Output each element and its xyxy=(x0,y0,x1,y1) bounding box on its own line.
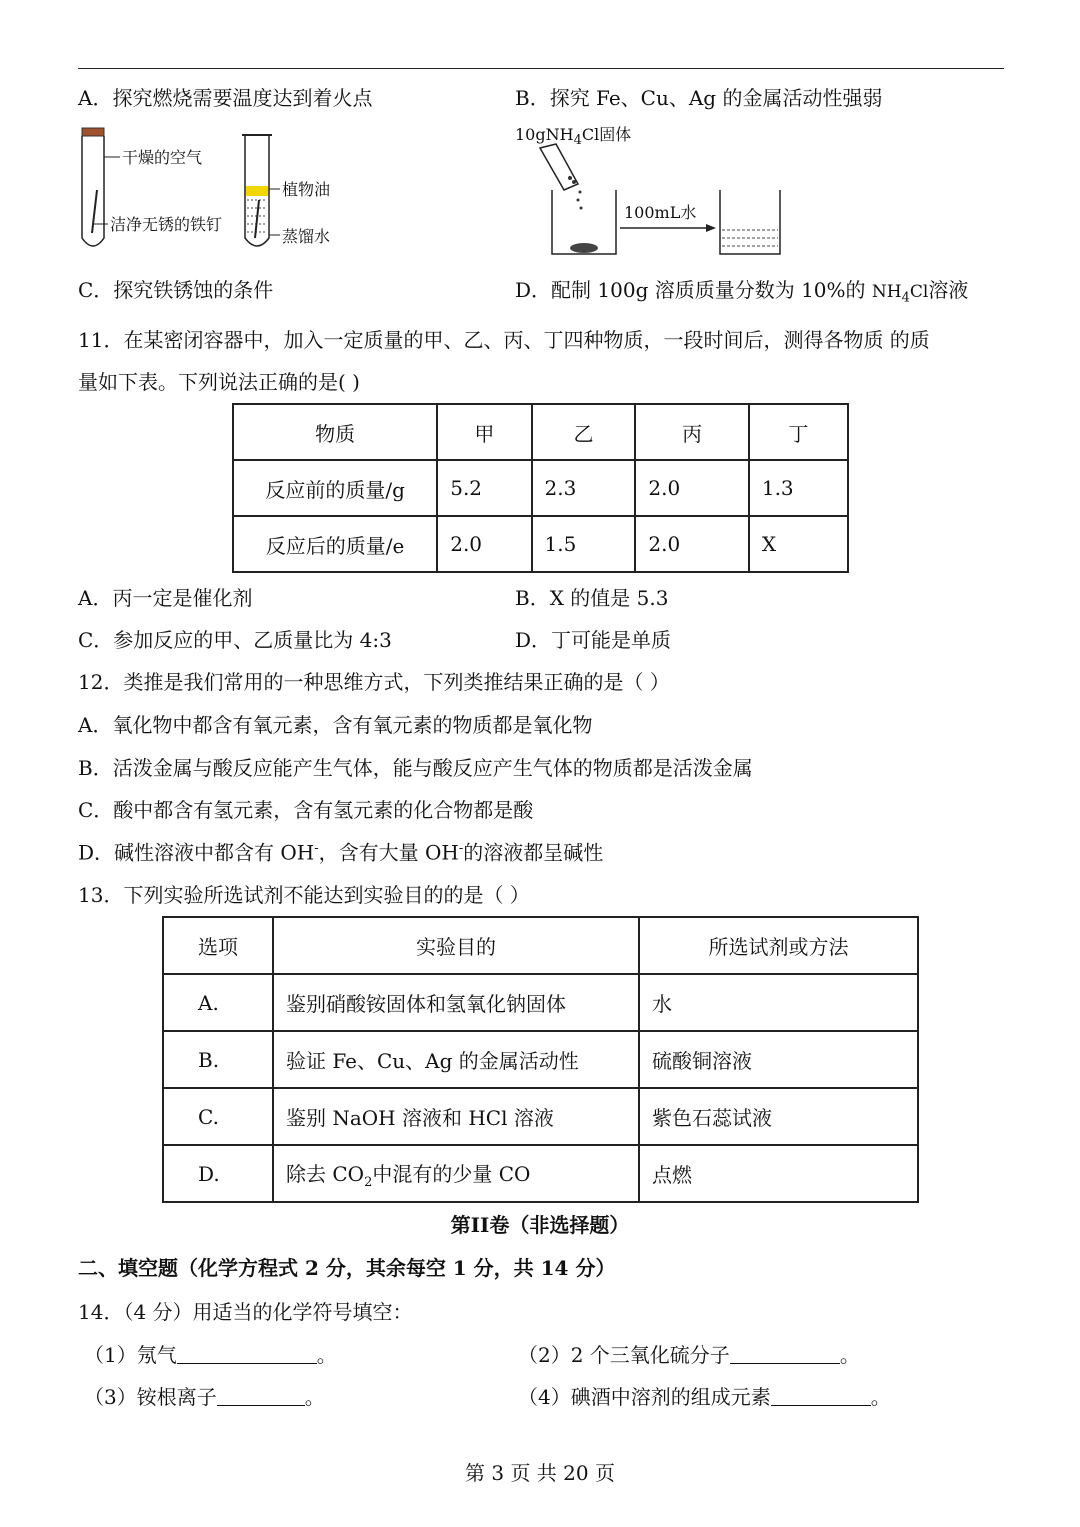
solution-prep-figure xyxy=(520,140,790,260)
q12-option-c: C．酸中都含有氢元素，含有氢元素的化合物都是酸 xyxy=(78,798,534,822)
page-footer: 第 3 页 共 20 页 xyxy=(465,1461,615,1485)
header-cell: 甲 xyxy=(437,404,531,460)
table-row xyxy=(163,1145,918,1202)
option-label: D. xyxy=(163,1145,273,1202)
table-cell: 水 xyxy=(639,974,918,1031)
option-label: C. xyxy=(163,1088,273,1145)
q14-item-4: （4）碘酒中溶剂的组成元素 。 xyxy=(518,1385,891,1409)
table-cell: 2.0 xyxy=(635,516,748,572)
q14-item-2: （2）2 个三氧化硫分子 。 xyxy=(518,1343,860,1367)
q12-option-b: B．活泼金属与酸反应能产生气体，能与酸反应产生气体的物质都是活泼金属 xyxy=(78,756,753,780)
table-cell: 硫酸铜溶液 xyxy=(639,1031,918,1088)
table-row xyxy=(163,1031,918,1088)
q13-stem: 13．下列实验所选试剂不能达到实验目的的是（ ） xyxy=(78,883,530,907)
table-cell: 鉴别硝酸铵固体和氢氧化钠固体 xyxy=(273,974,639,1031)
table-row xyxy=(163,974,918,1031)
option-label: B. xyxy=(163,1031,273,1088)
q10-option-c: C．探究铁锈蚀的条件 xyxy=(78,278,274,302)
answer-blank[interactable] xyxy=(730,1345,840,1364)
q11-option-b: B．X 的值是 5.3 xyxy=(515,586,669,610)
header-cell: 物质 xyxy=(233,404,437,460)
header-cell: 所选试剂或方法 xyxy=(639,917,918,974)
q10-option-a: A．探究燃烧需要温度达到着火点 xyxy=(78,86,373,110)
header-cell: 乙 xyxy=(532,404,636,460)
answer-blank[interactable] xyxy=(177,1345,317,1364)
q11-stem-line1: 11．在某密闭容器中，加入一定质量的甲、乙、丙、丁四种物质，一段时间后，测得各物质 的质 xyxy=(78,328,930,352)
solid-pile xyxy=(570,243,598,253)
top-rule xyxy=(78,68,1004,69)
q14-item-1: （1）氖气 。 xyxy=(84,1343,337,1367)
answer-blank[interactable] xyxy=(771,1387,871,1406)
header-cell: 选项 xyxy=(163,917,273,974)
q12-option-d: D．碱性溶液中都含有 OH-，含有大量 OH-的溶液都呈碱性 xyxy=(78,840,604,865)
table-cell: X xyxy=(749,516,848,572)
table-cell: 除去 $CO_2$中混有的少量 CO xyxy=(273,1145,639,1202)
label-100ml-water: 100mL水 xyxy=(624,203,697,222)
section-title: 二、填空题（化学方程式 2 分，其余每空 1 分，共 14 分） xyxy=(78,1256,616,1280)
part2-title: 第II卷（非选择题） xyxy=(450,1213,630,1237)
table-cell: 点燃 xyxy=(639,1145,918,1202)
q11-mass-table xyxy=(232,403,849,573)
header-cell: 实验目的 xyxy=(273,917,639,974)
table-cell: 1.3 xyxy=(749,460,848,516)
paper-packet-icon xyxy=(540,144,578,190)
q10-option-b: B．探究 Fe、Cu、Ag 的金属活动性强弱 xyxy=(515,86,883,110)
table-row xyxy=(233,460,848,516)
q14-item-3: （3）铵根离子 。 xyxy=(84,1385,325,1409)
table-cell: 2.3 xyxy=(532,460,636,516)
header-cell: 丙 xyxy=(635,404,748,460)
beaker-right xyxy=(720,190,780,254)
q12-stem: 12．类推是我们常用的一种思维方式，下列类推结果正确的是（ ） xyxy=(78,670,670,694)
table-header-row xyxy=(233,404,848,460)
table-cell: 紫色石蕊试液 xyxy=(639,1088,918,1145)
label-vegetable-oil: 植物油 xyxy=(282,180,331,199)
answer-blank[interactable] xyxy=(217,1387,305,1406)
option-label: A. xyxy=(163,974,273,1031)
table-cell: 5.2 xyxy=(437,460,531,516)
label-nh4cl-solid: 10gNH$_4$Cl固体 xyxy=(515,125,632,149)
q12-option-a: A．氧化物中都含有氧元素，含有氧元素的物质都是氧化物 xyxy=(78,713,593,737)
stopper-icon xyxy=(82,128,104,136)
table-cell: 鉴别 NaOH 溶液和 HCl 溶液 xyxy=(273,1088,639,1145)
q10-option-d: D．配制 100g 溶质质量分数为 10%的 $NH_4Cl$溶液 xyxy=(515,278,969,306)
row-label: 反应后的质量/e xyxy=(233,516,437,572)
table-cell: 2.0 xyxy=(635,460,748,516)
table-cell: 2.0 xyxy=(437,516,531,572)
header-cell: 丁 xyxy=(749,404,848,460)
table-cell: 验证 Fe、Cu、Ag 的金属活动性 xyxy=(273,1031,639,1088)
row-label: 反应前的质量/g xyxy=(233,460,437,516)
table-cell: 1.5 xyxy=(532,516,636,572)
q11-option-d: D．丁可能是单质 xyxy=(515,628,672,652)
label-distilled-water: 蒸馏水 xyxy=(282,227,331,246)
q13-experiment-table xyxy=(162,916,919,1203)
q11-stem-line2: 量如下表。下列说法正确的是( ) xyxy=(78,370,360,394)
label-iron-nail: 洁净无锈的铁钉 xyxy=(110,215,223,234)
q11-option-a: A．丙一定是催化剂 xyxy=(78,586,253,610)
iron-nail-left xyxy=(92,190,97,233)
table-row xyxy=(163,1088,918,1145)
vegetable-oil-layer xyxy=(246,186,268,196)
label-dry-air: 干燥的空气 xyxy=(122,148,203,167)
rust-experiment-figure xyxy=(70,118,370,268)
q11-option-c: C．参加反应的甲、乙质量比为 4:3 xyxy=(78,628,392,652)
table-row xyxy=(233,516,848,572)
q14-stem: 14．（4 分）用适当的化学符号填空： xyxy=(78,1300,413,1324)
table-header-row xyxy=(163,917,918,974)
